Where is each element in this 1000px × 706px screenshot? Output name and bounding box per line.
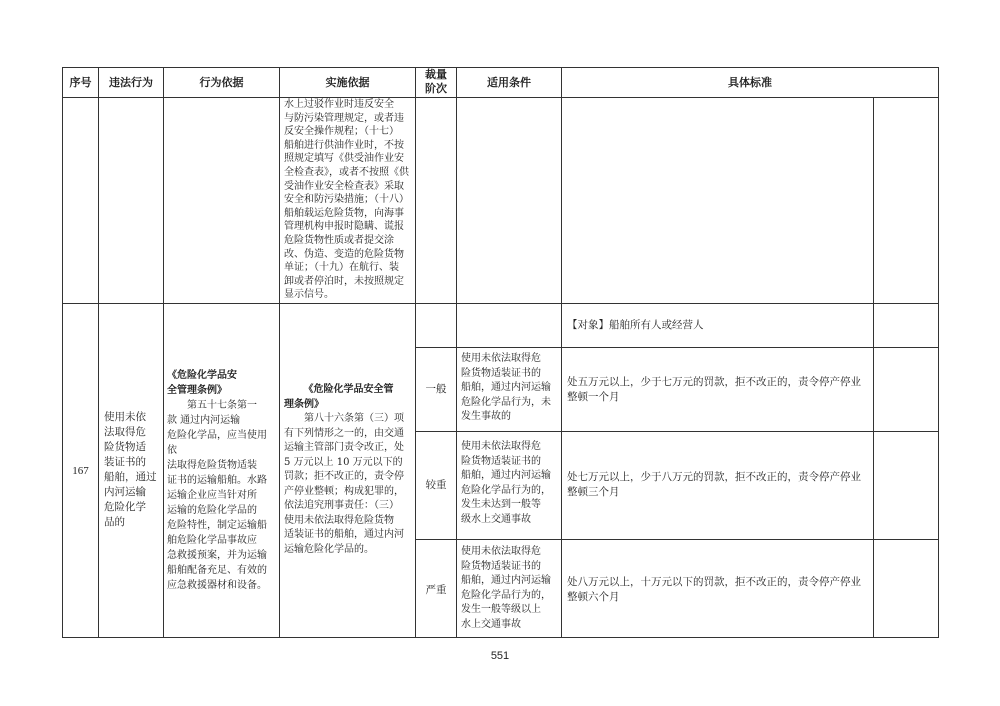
text-line: 险货物适 — [104, 441, 146, 453]
text-line: 应急救援器材和设备。 — [167, 580, 267, 591]
column-divider — [456, 67, 457, 638]
text-line: 船舶，通过内河运输 — [461, 470, 551, 481]
text-line: 卸或者停泊时，未按照规定 — [284, 275, 404, 287]
text-line: 险货物适装证书的 — [461, 560, 541, 572]
text-line: 处五万元以上，少于七万元的罚款，拒不改正的，责令停产停业 — [567, 376, 861, 388]
standard-general — [567, 375, 870, 405]
text-line: 有下列情形之一的，由交通 — [284, 427, 404, 439]
impl-title-line: 理条例》 — [284, 398, 324, 410]
text-line: 第八十六条第（三）项 — [304, 413, 404, 424]
text-line: 危险化学品，应当使用依 — [167, 430, 267, 456]
text-line: 显示信号。 — [284, 289, 334, 301]
text-line: 危险化学品行为的， — [461, 589, 551, 601]
impl-title-line: 《危险化学品安全管 — [303, 384, 394, 395]
text-line: 运输企业应当针对所 — [167, 490, 257, 501]
level-severe: 严重 — [425, 584, 447, 596]
text-line: 内河运输 — [104, 486, 146, 498]
text-line: 安全和防污染措施；（十八） — [284, 194, 409, 206]
text-line: 船舶，通过内河运输 — [461, 382, 551, 393]
text-line: 使用未依法取得危 — [461, 546, 541, 557]
text-line: 级水上交通事故 — [461, 513, 531, 525]
row1-impl-text — [284, 98, 412, 302]
text-line: 处七万元以上，少于八万元的罚款，拒不改正的，责令停产停业 — [567, 471, 861, 483]
header-level-line2: 阶次 — [425, 82, 447, 95]
text-line: 5 万元以上 10 万元以下的 — [284, 456, 403, 468]
text-line: 罚款；拒不改正的，责令停 — [284, 471, 404, 482]
basis-title-line: 全管理条例》 — [167, 385, 227, 396]
text-line: 整顿一个月 — [567, 391, 620, 403]
table-border-bottom — [62, 637, 938, 638]
level-divider — [415, 431, 938, 432]
text-line: 运输危险化学品的。 — [284, 543, 374, 555]
text-line: 第五十七条第一 — [187, 400, 257, 411]
text-line: 发生未达到一般等 — [461, 499, 541, 510]
text-line: 船舶，通过 — [104, 471, 157, 483]
text-line: 船舶进行供油作业时，不按 — [284, 139, 404, 151]
row-divider — [62, 303, 938, 304]
text-line: 危险化学 — [104, 501, 146, 513]
text-line: 船舶载运危险货物，向海事 — [284, 207, 404, 219]
text-line: 适装证书的船舶，通过内河 — [284, 529, 404, 540]
text-line: 法取得危险货物适装 — [167, 460, 257, 471]
header-level — [416, 68, 456, 96]
header-row-divider — [62, 97, 938, 98]
text-line: 舶危险化学品事故应 — [167, 535, 257, 546]
text-line: 使用未依 — [104, 411, 146, 423]
text-line: 水上交通事故 — [461, 618, 521, 630]
condition-general — [461, 352, 559, 425]
standard-severe — [567, 575, 870, 605]
text-line: 危险货物性质或者提交涂 — [284, 234, 394, 246]
text-line: 船舶，通过内河运输 — [461, 575, 551, 586]
text-line: 危险特性，制定运输船 — [167, 520, 267, 531]
text-line: 发生事故的 — [461, 411, 511, 422]
column-divider — [873, 97, 874, 638]
text-line: 改、伪造、变造的危险货物 — [284, 248, 404, 260]
row2-basis — [167, 368, 276, 593]
column-divider — [98, 67, 99, 638]
header-violation: 违法行为 — [109, 76, 153, 89]
row2-impl — [284, 383, 413, 557]
text-line: 整顿六个月 — [567, 591, 620, 603]
row2-seq: 167 — [72, 465, 89, 477]
object-text: 【对象】船舶所有人或经营人 — [567, 319, 704, 331]
text-line: 险货物适装证书的 — [461, 367, 541, 379]
text-line: 整顿三个月 — [567, 486, 620, 498]
text-line: 证书的运输船舶。水路 — [167, 475, 267, 486]
text-line: 使用未依法取得危 — [461, 441, 541, 452]
condition-serious — [461, 440, 559, 527]
text-line: 单证；（十九）在航行、装 — [284, 262, 399, 274]
header-impl: 实施依据 — [325, 76, 370, 89]
text-line: 依法追究刑事责任：（三） — [284, 500, 399, 511]
text-line: 使用未依法取得危险货物 — [284, 514, 394, 526]
text-line: 发生一般等级以上 — [461, 604, 541, 615]
text-line: 处八万元以上，十万元以下的罚款，拒不改正的，责令停产停业 — [567, 576, 861, 588]
column-divider — [561, 67, 562, 638]
header-seq: 序号 — [69, 76, 92, 89]
header-basis: 行为依据 — [199, 76, 244, 89]
text-line: 品的 — [104, 516, 125, 528]
header-level-line1: 裁量 — [425, 68, 447, 81]
table-border-top — [62, 67, 938, 68]
level-divider — [415, 347, 938, 348]
text-line: 船舶配备充足、有效的 — [167, 565, 267, 576]
text-line: 管理机构申报时隐瞒、谎报 — [284, 221, 404, 233]
text-line: 运输主管部门责令改正，处 — [284, 442, 404, 453]
text-line: 与防污染管理规定，或者违 — [284, 112, 404, 124]
column-divider — [415, 67, 416, 638]
table-border-right — [938, 67, 939, 638]
level-serious: 较重 — [425, 479, 447, 491]
level-divider — [415, 539, 938, 540]
text-line: 全检查表》，或者不按照《供 — [284, 166, 409, 178]
level-general: 一般 — [425, 383, 447, 395]
page-number: 551 — [490, 650, 510, 662]
header-condition: 适用条件 — [487, 76, 531, 89]
text-line: 危险化学品行为的， — [461, 484, 551, 496]
text-line: 法取得危 — [104, 426, 146, 438]
condition-severe — [461, 545, 559, 632]
column-divider — [163, 67, 164, 638]
table-border-left — [62, 67, 63, 638]
text-line: 运输的危险化学品的 — [167, 505, 257, 516]
text-line: 产停业整顿；构成犯罪的， — [284, 485, 404, 497]
text-line: 照规定填写《供受油作业安 — [284, 153, 404, 165]
text-line: 款 通过内河运输 — [167, 415, 241, 426]
text-line: 受油作业安全检查表》采取 — [284, 180, 404, 192]
text-line: 装证书的 — [104, 456, 146, 468]
text-line: 反安全操作规程；（十七） — [284, 126, 399, 138]
row2-violation — [104, 410, 158, 530]
text-line: 危险化学品行为，未 — [461, 396, 551, 408]
header-standard: 具体标准 — [728, 76, 772, 89]
text-line: 使用未依法取得危 — [461, 353, 541, 364]
column-divider — [279, 67, 280, 638]
basis-title-line: 《危险化学品安 — [167, 370, 237, 381]
text-line: 急救援预案，并为运输 — [167, 550, 267, 561]
text-line: 险货物适装证书的 — [461, 455, 541, 467]
text-line: 水上过驳作业时违反安全 — [284, 99, 394, 110]
standard-serious — [567, 470, 870, 500]
